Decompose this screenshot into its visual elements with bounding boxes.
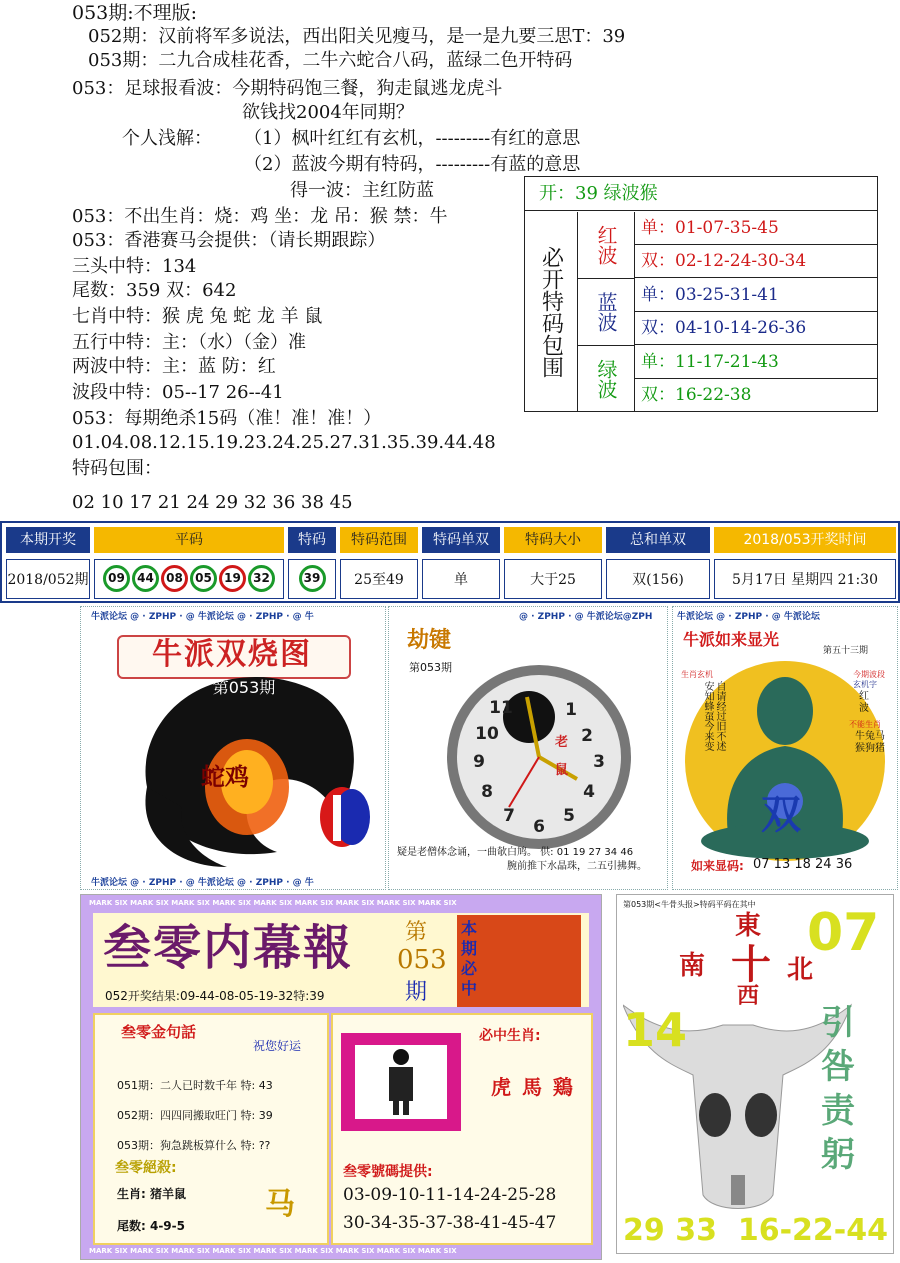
panel4-result: 052开奖结果:09-44-08-05-19-32特:39 (105, 989, 325, 1003)
ball-4: 05 (190, 565, 217, 592)
nums-title: 叁零號碼提供: (343, 1164, 433, 1180)
hk-line: 053：香港赛马会提供：（请长期跟踪） (72, 230, 386, 251)
svg-text:10: 10 (475, 724, 499, 744)
panel4-di: 第 (405, 920, 428, 945)
svg-text:9: 9 (473, 752, 485, 772)
time-value: 5月17日 星期四 21:30 (714, 559, 896, 599)
panel-bull-skull (616, 894, 894, 1254)
kill-title: 053：每期绝杀15码（准！准！准！） (72, 408, 382, 429)
quote-051: 051期：二人已时数千年 特: 43 (117, 1079, 273, 1092)
head3-line: 三头中特：134 (72, 256, 197, 277)
kill-numbers: 01.04.08.12.15.19.23.24.25.27.31.35.39.44.48 (72, 432, 496, 453)
kill-tail-30: 尾数: 4-9-5 (117, 1219, 185, 1233)
kill-title-30: 叁零絕殺: (115, 1160, 177, 1176)
hdr-sum: 总和单双 (606, 527, 710, 553)
panel3-right-label: 今期波段 (853, 670, 885, 679)
normal-balls (94, 559, 284, 599)
seven-zodiac-line: 七肖中特：猴 虎 兔 蛇 龙 羊 鼠 (72, 306, 323, 327)
hdr-oddeven: 特码单双 (422, 527, 500, 553)
svg-text:2: 2 (581, 726, 593, 746)
must-title: 必中生肖: (479, 1028, 541, 1044)
surround-label: 特码包围： (72, 458, 162, 479)
hdr-special: 特码 (288, 527, 336, 553)
green-wave-label: 绿波 (578, 346, 635, 411)
personal-line-1: （1）枫叶红红有玄机，---------有红的意思 (244, 128, 581, 149)
panel5-ten: 十 (731, 942, 771, 988)
panel-thirty-zero (80, 894, 602, 1260)
panel5-num14: 14 (623, 1003, 688, 1057)
hdr-normal: 平码 (94, 527, 284, 553)
must-zodiac: 虎 馬 鶏 (491, 1075, 575, 1099)
red-wave-label: 红波 (578, 212, 635, 279)
svg-text:1: 1 (565, 700, 577, 720)
panel5-east: 東 (735, 911, 762, 941)
panel3-right-sub: 玄机字 (853, 680, 877, 689)
svg-text:4: 4 (583, 782, 595, 802)
red-double: 双：02-12-24-30-34 (635, 245, 877, 278)
get-wave: 得一波：主红防蓝 (290, 180, 434, 201)
panel3-right-animals: 牛兔马猴狗猪 (855, 731, 885, 754)
panel4-title: 叁零内幕報 (103, 920, 354, 976)
panel5-vertical: 引咎责躬 (821, 1003, 855, 1175)
panel3-right-wave: 红波 (859, 691, 869, 714)
panel5-header: 第053期<牛骨头报>特码平码在其中 (623, 900, 756, 909)
panel1-title: 牛派双烧图 (152, 637, 312, 672)
clock-icon (439, 657, 639, 857)
hdr-period: 本期开奖 (6, 527, 90, 553)
sum-value: 双(156) (606, 559, 710, 599)
ball-6: 32 (248, 565, 275, 592)
svg-text:3: 3 (593, 752, 605, 772)
mark-char: 马 (265, 1187, 295, 1222)
results-bar (0, 521, 900, 603)
svg-text:7: 7 (503, 806, 515, 826)
panel2-title: 劫键 (407, 628, 452, 653)
red-single: 单：01-07-35-45 (635, 212, 877, 245)
panel5-west: 西 (737, 984, 760, 1009)
special-code-box (524, 176, 878, 412)
two-wave-line: 两波中特：主：蓝 防：红 (72, 356, 276, 377)
page-title: 053期:不理版: (72, 2, 198, 24)
panel2-poem-1: 疑是老僧体念诵，一曲欹白鸠。 供: 01 19 27 34 46 (397, 847, 634, 858)
panel3-bottom-label: 如来显码: (691, 859, 744, 873)
panel3-center: 双 (761, 792, 801, 838)
ball-3: 08 (161, 565, 188, 592)
oddeven-value: 单 (422, 559, 500, 599)
watermark-bottom: MARK SIX MARK SIX MARK SIX MARK SIX MARK SIX MARK SIX MARK SIX MARK SIX MARK SIX (89, 1247, 457, 1255)
green-double: 双：16-22-38 (641, 385, 752, 405)
blue-single: 单：03-25-31-41 (635, 279, 877, 312)
watermark-bottom: 牛派论坛 @ · ZPHP · @ 牛派论坛 @ · ZPHP · @ 牛 (91, 878, 314, 888)
panel1-issue: 第053期 (212, 678, 276, 697)
ball-1: 09 (103, 565, 130, 592)
panel3-right-nozodiac: 不能生肖 (849, 720, 881, 729)
blue-wave-label: 蓝波 (578, 279, 635, 346)
watermark-top: MARK SIX MARK SIX MARK SIX MARK SIX MARK SIX MARK SIX MARK SIX MARK SIX MARK SIX (89, 899, 457, 907)
panel3-issue: 第五十三期 (823, 646, 869, 656)
panel4-issue: 053 (397, 945, 447, 975)
svg-text:5: 5 (563, 806, 575, 826)
quote-052: 052期：四四同搬取旺门 特: 39 (117, 1109, 273, 1122)
panel4-side: 本期必中 (461, 919, 478, 998)
panel3-left-text: 自请经过旧不述 安知蜂虿今来变 (702, 681, 725, 751)
tail-line: 尾数：359 双：642 (72, 280, 237, 301)
panel3-bottom-nums: 07 13 18 24 36 (753, 857, 853, 872)
kill-zodiac-30: 生肖: 猪羊鼠 (117, 1187, 186, 1201)
watermark-top: 牛派论坛 @ · ZPHP · @ 牛派论坛 @ · ZPHP · @ 牛 (91, 612, 314, 622)
ball-5: 19 (219, 565, 246, 592)
panel5-bottom: 29 33 16-22-44 (623, 1213, 888, 1248)
period-value: 2018/052期 (6, 559, 90, 599)
zodiac-exclude-line: 053：不出生肖：烧：鸡 坐：龙 吊：猴 禁：牛 (72, 206, 448, 227)
panel2-poem-2: 腕前推下水晶珠，二五引拂舞。 (507, 861, 647, 872)
quote-053: 053期：狗急跳板算什么 特: ?? (117, 1139, 271, 1152)
special-ball: 39 (299, 565, 326, 592)
panel2-issue: 第053期 (409, 661, 452, 674)
hdr-time: 2018/053开奖时间 (714, 527, 896, 553)
panel5-south: 南 (679, 951, 706, 981)
hdr-range: 特码范围 (340, 527, 418, 553)
panel5-north: 北 (787, 955, 814, 985)
surround-numbers: 02 10 17 21 24 29 32 36 38 45 (72, 492, 353, 513)
panel4-qi: 期 (405, 980, 428, 1005)
panel3-title: 牛派如来显光 (683, 630, 780, 649)
size-value: 大于25 (504, 559, 602, 599)
watermark-top: @ · ZPHP · @ 牛派论坛@ZPH (519, 612, 653, 622)
luck-text: 祝您好运 (253, 1039, 302, 1053)
svg-text:8: 8 (481, 782, 493, 802)
panel3-left-label: 生肖玄机 (681, 670, 713, 679)
open-result: 开：39 绿波猴 (525, 177, 877, 211)
line-053: 053期：二九合成桂花香，二牛六蛇合八码，蓝绿二色开特码 (88, 50, 573, 71)
figure-icon (377, 1047, 425, 1117)
blue-double: 双：04-10-14-26-36 (635, 312, 877, 345)
football-line-2: 欲钱找2004年同期？ (242, 102, 414, 123)
football-line-1: 053：足球报看波：今期特码饱三餐，狗走鼠逃龙虎斗 (72, 78, 503, 99)
special-ball-cell (288, 559, 336, 599)
segment-line: 波段中特：05--17 26--41 (72, 382, 284, 403)
hdr-size: 特码大小 (504, 527, 602, 553)
panel2-char1: 老 (555, 735, 569, 750)
panel-double-burn (80, 606, 386, 890)
svg-text:6: 6 (533, 817, 545, 837)
range-value: 25至49 (340, 559, 418, 599)
watermark-top: 牛派论坛 @ · ZPHP · @ 牛派论坛 (677, 612, 820, 622)
panel1-zodiac: 蛇鸡 (201, 763, 249, 791)
line-052: 052期：汉前将军多说法，西出阳关见瘦马，是一是九要三思T：39 (88, 26, 626, 47)
five-element-line: 五行中特：主：（水）（金）准 (72, 332, 306, 353)
panel-clock (388, 606, 668, 890)
personal-line-2: （2）蓝波今期有特码，---------有蓝的意思 (244, 154, 581, 175)
nums-line-1: 03-09-10-11-14-24-25-28 (343, 1185, 557, 1205)
green-single: 单：11-17-21-43 (635, 346, 877, 379)
nums-line-2: 30-34-35-37-38-41-45-47 (343, 1213, 557, 1233)
panel-buddha (672, 606, 898, 890)
panel5-num07: 07 (807, 903, 880, 963)
svg-text:11: 11 (489, 698, 513, 718)
ball-2: 44 (132, 565, 159, 592)
personal-label: 个人浅解： (122, 128, 212, 149)
box-side-label: 必开特码包围 (525, 212, 578, 411)
panel2-char2: 鼠 (555, 763, 569, 778)
quote-title: 叁零金句話 (121, 1023, 197, 1041)
